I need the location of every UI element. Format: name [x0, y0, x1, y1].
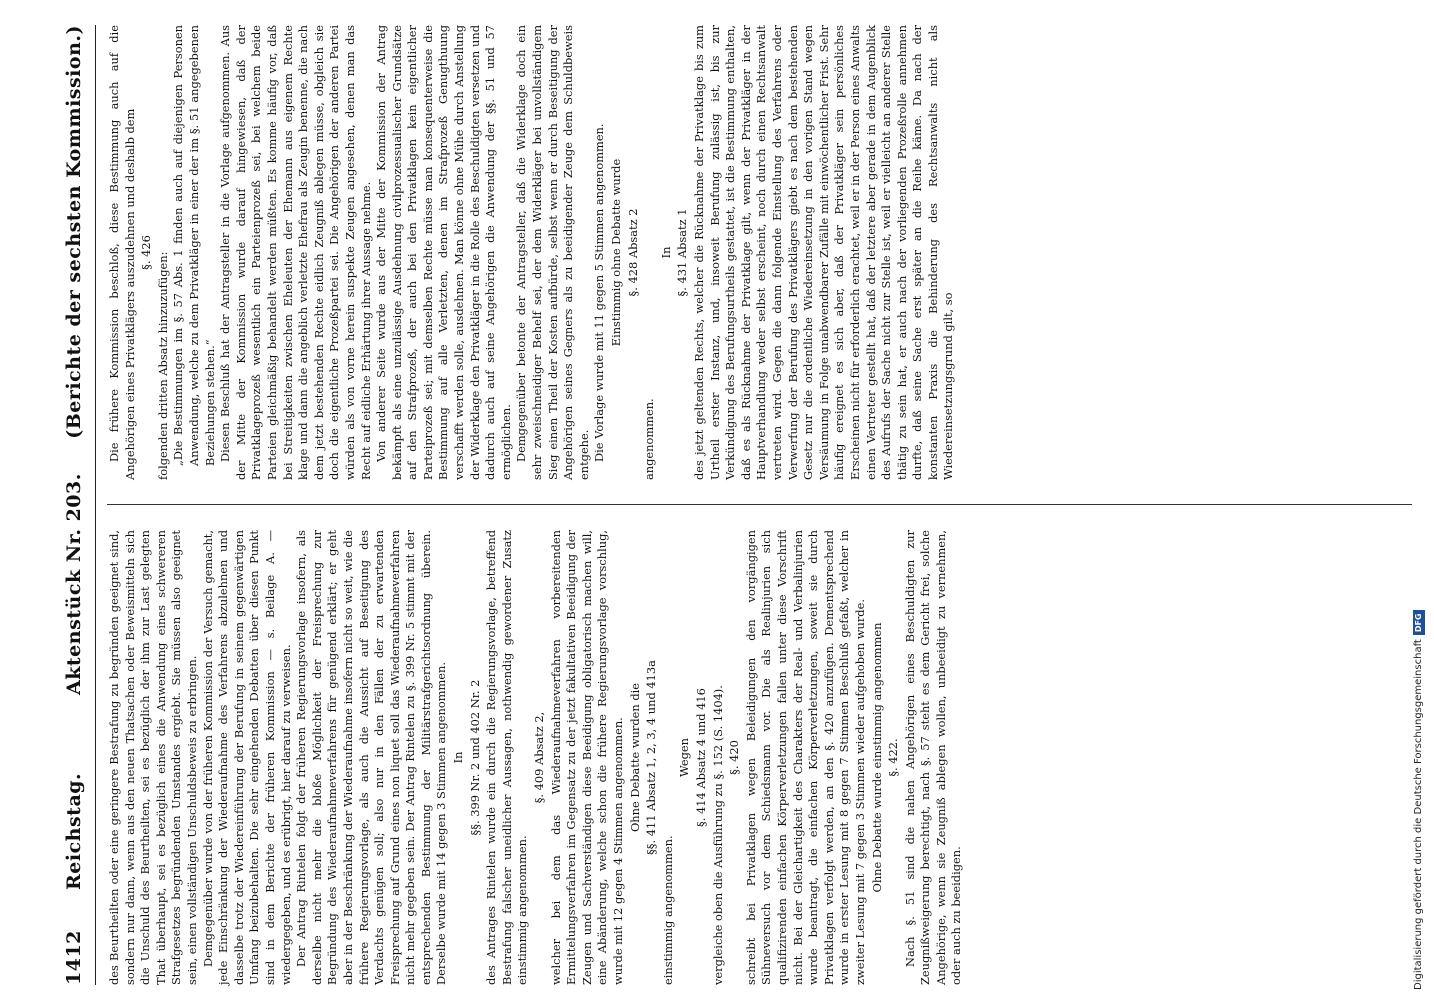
- paragraph: Der Antrag Rintelen folgt der früheren Regierungsvorlage insofern, als derselbe nicht mehr die bloße Möglichkeit der Freisprechung zur Begründung des Wiederaufnahmeverfahrens für genügend erklärt; er geht aber in der Beschränkung der Wiederaufnahme insofern nicht so weit, wie die frühere Regierungsvorlage, als auch die Aussicht auf Beseitigung des Verdachts genügen soll; also nur in den Fällen der zu erwartenden Freisprechung auf Grund eines non liquet soll das Wiederaufnahmeverfahren nicht mehr gegeben sein. Der Antrag Rintelen zu §. 399 Nr. 5 stimmt mit der entsprechenden Bestimmung der Militärstrafgerichtsordnung überein. Derselbe wurde mit 14 gegen 3 Stimmen angenommen.: [294, 530, 449, 985]
- paragraph: vergleiche oben die Ausführung zu §. 152 (S. 1404).: [710, 685, 725, 985]
- section-heading: §. 414 Absatz 4 und 416: [693, 688, 708, 827]
- section-heading: §. 422.: [886, 738, 901, 777]
- section-heading: §. 431 Absatz 1: [675, 208, 690, 297]
- paragraph: welcher bei dem das Wiederaufnahmeverfahren vorbereitenden Ermittelungsverfahren im Gegensatz zu der jetzt fakultativen Beeidigung der Zeugen und Sachverständigen diese Beeidigung obligatorisch machen will, eine Abänderung, welche schon die frühere Regierungsvorlage vorschlug, wurde mit 12 gegen 4 Stimmen angenommen.: [548, 530, 625, 985]
- paragraph: Von anderer Seite wurde aus der Mitte der Kommission der Antrag bekämpft als eine unzulässige Ausdehnung civilprozessualischer Grundsätze auf den Strafprozeß, der auch bei den Privatklagen kein eigentlicher Parteiprozeß sei; mit demselben Rechte müsse man konsequenterweise die Bestimmung auf alle Verletzten, denen im Strafprozeß Genugthuung verschafft werden solle, ausdehnen. Man könne ohne Mühe durch Anstellung der Widerklage den Privatkläger in die Rolle des Beschuldigten versetzen und dadurch auch auf seine Angehörigen die Anwendung der §§. 51 und 57 ermöglichen.: [374, 25, 513, 480]
- paragraph: folgenden dritten Absatz hinzuzufügen:: [155, 251, 170, 480]
- paragraph: angenommen.: [642, 398, 657, 480]
- section-heading: §. 409 Absatz 2,: [532, 711, 547, 804]
- centered-line: Einstimmig ohne Debatte wurde: [609, 158, 623, 347]
- column-divider: [107, 504, 1412, 505]
- funding-note: [1412, 610, 1426, 990]
- page-number: 1412: [63, 930, 86, 985]
- intro-word: In: [658, 246, 673, 259]
- quoted-text: „Die Bestimmungen im §. 57 Abs. 1 finden auch auf diejenigen Personen Anwendung, welche zu dem Privatkläger in einer der im §. 51 angegebenen Beziehungen stehen.“: [171, 25, 217, 466]
- right-column: [107, 25, 1412, 480]
- paragraph: Nach §. 51 sind die nahen Angehörigen eines Beschuldigten zur Zeugnißweigerung berechtigt, nach §. 57 steht es dem Gericht frei, solche Angehörige, wenn sie Zeugniß ablegen wollen, unbeeidigt zu vernehmen, oder auch zu beeidigen.: [902, 530, 964, 985]
- paragraph: einstimmig angenommen.: [660, 835, 675, 985]
- centered-line: Ohne Debatte wurde einstimmig angenommen: [869, 622, 884, 893]
- paragraph: Demgegenüber betonte der Antragsteller, daß die Widerklage doch ein sehr zweischneidiger Behelf sei, der dem Widerkläger bei unvollständigem Sieg einen Theil der Kosten aufbürde, selbst wenn er durch Beseitigung der Angehörigen seines Gegners als zu beeidigender Zeuge dem Schuldbeweis entgehe.: [514, 25, 591, 480]
- section-heading: §§. 399 Nr. 2 und 402 Nr. 2: [467, 679, 482, 836]
- paragraph: Die Vorlage wurde mit 11 gegen 5 Stimmen angenommen.: [592, 123, 607, 462]
- header-center: Aktenstück Nr. 203.: [63, 473, 86, 695]
- section-heading: §. 426: [139, 235, 154, 270]
- paragraph: Diesen Beschluß hat der Antragsteller in die Vorlage aufgenommen. Aus der Mitte der Kommission wurde darauf hingewiesen, daß der Privatklageprozeß wesentlich ein Parteienprozeß sei, bei welchem beide Parteien gleichmäßig behandelt werden müßten. Es komme häufig vor, daß bei Streitigkeiten zwischen Eheleuten der Ehemann aus eigenem Rechte klage und dann die angeblich verletzte Ehefrau als Zeugin benenne, die nach dem jetzt bestehenden Rechte eidlich Zeugniß ablegen müsse, obgleich sie doch die eigentliche Prozeßpartei sei. Die Angehörigen der anderen Partei würden als von vorne herein suspekte Zeugen angesehen, denen man das Recht auf eidliche Erhärtung ihrer Aussage nehme.: [218, 25, 373, 480]
- document-page: [55, 25, 1425, 985]
- section-heading: §. 428 Absatz 2: [625, 208, 640, 297]
- funding-note-text: Digitalisierung gefördert durch die Deutsche Forschungsgemeinschaft: [1413, 639, 1424, 990]
- header-rule: [95, 25, 96, 985]
- left-column: [107, 530, 1412, 985]
- paragraph: des jetzt geltenden Rechts, welcher die Rücknahme der Privatklage bis zum Urtheil erster Instanz, und, insoweit Berufung zulässig ist, bis zur Verkündigung des Berufungsurtheils gestattet, ist die Bestimmung enthalten, daß es als Rücknahme der Privatklage gilt, wenn der Privatkläger in der Hauptverhandlung weder selbst erscheint, noch durch einen Rechtsanwalt vertreten wird. Gegen die dann folgende Einstellung des Verfahrens oder Verwerfung der Berufung des Privatklägers giebt es nach dem bestehenden Gesetz nur die ordentliche Wiedereinsetzung in den vorigen Stand wegen Versäumung in Folge unabwendbarer Zufälle mit einwöchentlicher Frist. Sehr häufig ereignet es sich aber, daß der Privatkläger sein persönliches Erscheinen nicht für erforderlich erachtet, weil er in der Person eines Anwalts einen Vertreter gestellt hat, daß der letztere aber gerade in dem Augenblick des Aufrufs der Sache nicht zur Stelle ist, weil er vielleicht an anderer Stelle thätig zu sein hat, er auch nach der vorliegenden Prozeßrolle annehmen durfte, daß seine Sache erst später an die Reihe käme. Da nach der konstanten Praxis die Behinderung des Rechtsanwalts nicht als Wiedereinsetzungsgrund gilt, so: [691, 25, 956, 480]
- page-header: [55, 25, 95, 985]
- header-right: (Berichte der sechsten Kommission.): [63, 25, 86, 439]
- paragraph: schreibt bei Privatklagen wegen Beleidigungen den vorgängigen Sühneversuch vor dem Schiedsmann vor. Die als Realinjurien sich qualifizirenden einfachen Körperverletzungen fallen unter diese Vorschrift nicht. Bei der Gleichartigkeit des Charakters der Real- und Verbalinjurien wurde beantragt, die einfachen Körperverletzungen, soweit sie durch Privatklagen verfolgt werden, an den §. 420 anzufügen. Dementsprechend wurde in erster Lesung mit 8 gegen 7 Stimmen Beschluß gefaßt, welcher in zweiter Lesung mit 7 gegen 3 Stimmen wieder aufgehoben wurde.: [743, 530, 867, 985]
- section-heading: §. 420: [727, 740, 742, 775]
- intro-word: Wegen: [677, 738, 692, 777]
- intro-word: In: [451, 751, 466, 764]
- header-left: Reichstag.: [63, 772, 86, 890]
- centered-line: Ohne Debatte wurden die: [627, 682, 642, 833]
- paragraph: des Antrages Rintelen wurde ein durch die Regierungsvorlage, betreffend Bestrafung falscher uneidlicher Aussagen, nothwendig gewordener Zusatz einstimmig angenommen.: [484, 530, 530, 985]
- paragraph: Die frühere Kommission beschloß, diese Bestimmung auch auf die Angehörigen eines Privatklägers auszudehnen und deshalb dem: [107, 25, 137, 480]
- paragraph: des Beurtheilten oder eine geringere Bestrafung zu begründen geeignet sind, sondern nur dann, wenn aus den neuen Thatsachen oder Beweismitteln sich die Unschuld des Beurtheilten, sei es bezüglich der ihm zur Last gelegten That überhaupt, sei es bezüglich eines die Anwendung eines schwereren Strafgesetzes begründenden Umstandes ergiebt. Sie müssen also geeignet sein, einen vollständigen Unschuldsbeweis zu erbringen.: [107, 530, 199, 985]
- paragraph: Demgegenüber wurde von der früheren Kommission der Versuch gemacht, jede Einschränkung der Wiederaufnahme des Verfahrens abzulehnen und dasselbe trotz der Wiedereinführung der Berufung in seinem gegenwärtigen Umfang beizubehalten. Die sehr eingehenden Debatten über diesen Punkt sind in dem Berichte der früheren Kommission — s. Beilage A. — wiedergegeben, und es erübrigt, hier darauf zu verweisen.: [200, 530, 293, 985]
- dfg-logo-icon: DFG: [1413, 610, 1425, 635]
- section-heading: §§. 411 Absatz 1, 2, 3, 4 und 413a: [644, 660, 659, 855]
